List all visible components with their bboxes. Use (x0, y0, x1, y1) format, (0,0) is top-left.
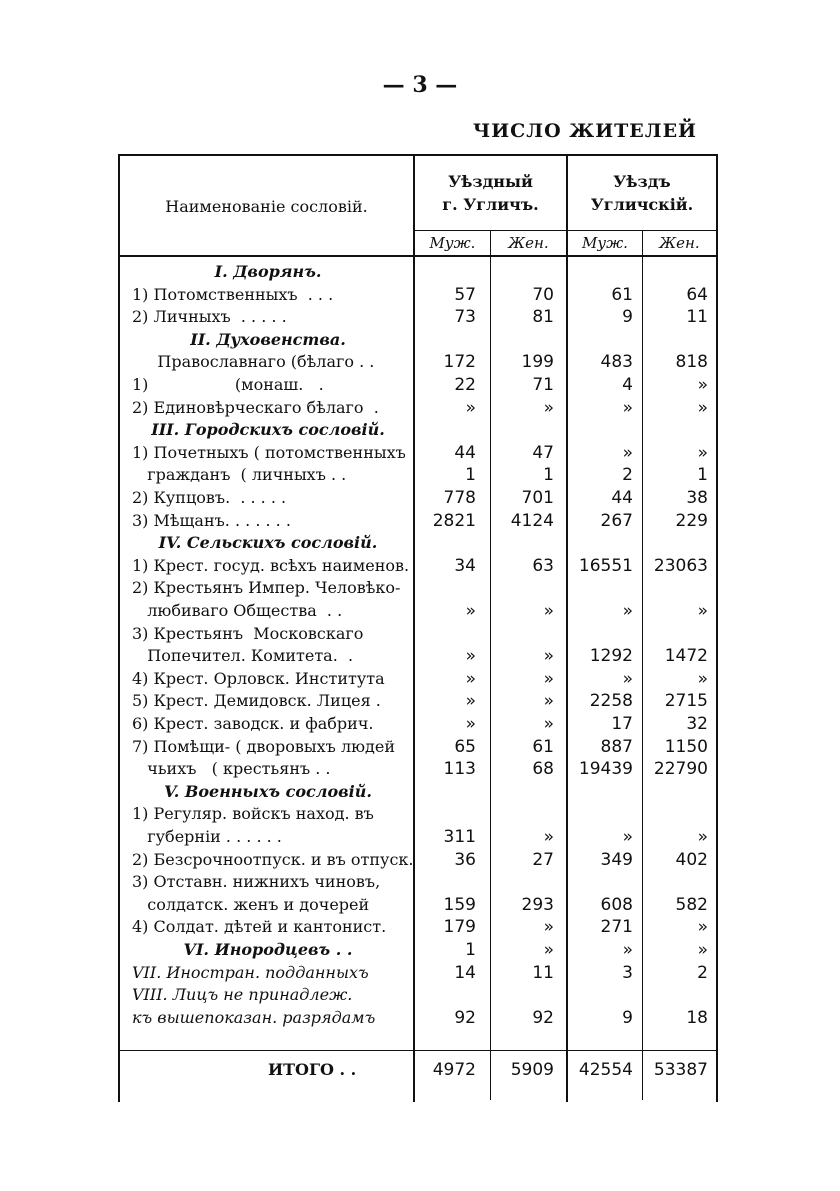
section-title: II. Духовенства. (190, 329, 346, 349)
cell-value: 63 (532, 555, 554, 576)
table-row (118, 443, 718, 466)
cell-value: » (543, 668, 554, 689)
cell-value: 1 (465, 940, 476, 960)
row-label: 1) (монаш. . (132, 375, 324, 394)
table-top-border (118, 154, 718, 156)
section-row (118, 782, 718, 805)
cell-value: » (697, 827, 708, 847)
cell-value: » (697, 375, 708, 395)
cell-value: 2 (622, 465, 633, 486)
row-label: солдатск. женъ и дочерей (132, 894, 370, 914)
cell-value: » (622, 827, 633, 847)
table-row (118, 714, 718, 737)
cell-value: 778 (443, 488, 476, 508)
table-row (118, 917, 718, 940)
cell-value: 179 (443, 917, 476, 938)
table-row (118, 691, 718, 714)
cell-value: » (697, 442, 708, 463)
total-value: 5909 (510, 1060, 554, 1080)
cell-value: 19439 (578, 759, 633, 780)
row-label: 6) Крест. заводск. и фабрич. (132, 714, 374, 733)
cell-value: 18 (686, 1007, 708, 1028)
cell-value: » (543, 691, 554, 712)
cell-value: 2 (697, 962, 708, 983)
total-value: 42554 (578, 1060, 633, 1080)
page-heading: ЧИСЛО ЖИТЕЛЕЙ (472, 120, 697, 142)
cell-value: » (543, 397, 554, 418)
table-row (118, 850, 718, 873)
cell-value: 159 (443, 894, 476, 915)
cell-value: 11 (686, 307, 708, 328)
table-row (118, 285, 718, 308)
cell-value: 9 (622, 1007, 633, 1028)
row-label: VII. Иностран. подданныхъ (132, 962, 369, 982)
row-label: гражданъ ( личныхъ . . (132, 465, 347, 485)
row-label: 3) Отставн. нижнихъ чиновъ, (132, 872, 381, 892)
cell-value: » (543, 917, 554, 938)
cell-value: 311 (443, 827, 476, 847)
row-label: 7) Помѣщи- ( дворовыхъ людей (132, 736, 396, 756)
row-label: 1) Почетныхъ ( потомственныхъ (132, 442, 406, 462)
cell-value: 1472 (664, 646, 708, 667)
cell-value: 71 (532, 375, 554, 395)
cell-value: » (697, 397, 708, 418)
cell-value: » (543, 646, 554, 667)
row-label: любиваго Общества . . (132, 601, 343, 620)
cell-value: 23063 (653, 555, 708, 576)
table-row (118, 759, 718, 782)
section-title: I. Дворянъ. (214, 262, 322, 281)
cell-value: » (543, 827, 554, 847)
cell-value: » (465, 646, 476, 667)
cell-value: » (465, 601, 476, 621)
row-label: 4) Крест. Орловск. Института (132, 668, 385, 688)
district-header-line1: Уѣздъ (613, 172, 671, 191)
table-row (118, 669, 718, 692)
cell-value: 68 (532, 759, 554, 780)
section-row (118, 533, 718, 556)
cell-value: 11 (532, 962, 554, 983)
cell-value: 887 (600, 736, 633, 757)
cell-value: 2258 (589, 691, 633, 712)
cell-value: 483 (600, 352, 633, 373)
cell-value: » (622, 601, 633, 621)
row-label: 2) Крестьянъ Импер. Человѣко- (132, 578, 401, 598)
cell-value: 2821 (432, 510, 476, 531)
row-label: къ вышепоказан. разрядамъ (132, 1007, 376, 1027)
table-row (118, 827, 718, 850)
row-label: 3) Мѣщанъ. . . . . . . (132, 510, 291, 530)
row-label: 1) Потомственныхъ . . . (132, 284, 334, 304)
cell-value: 92 (454, 1007, 476, 1028)
cell-value: 1 (697, 465, 708, 486)
cell-value: » (543, 601, 554, 621)
table-row (118, 375, 718, 398)
cell-value: 27 (532, 849, 554, 870)
row-label: VIII. Лицъ не принадлеж. (132, 985, 353, 1005)
table-row (118, 465, 718, 488)
cell-value: 38 (686, 488, 708, 508)
total-label: ИТОГО . . (268, 1060, 357, 1079)
cell-value: 3 (622, 962, 633, 983)
sub-header-female-town: Жен. (508, 234, 549, 252)
cell-value: 22790 (653, 759, 708, 780)
sub-header-male-town: Муж. (429, 234, 476, 252)
cell-value: » (622, 442, 633, 463)
cell-value: 582 (675, 894, 708, 915)
row-label: губерніи . . . . . . (132, 827, 282, 846)
cell-value: 4124 (510, 510, 554, 531)
cell-value: 229 (675, 510, 708, 531)
cell-value: 17 (611, 714, 633, 734)
town-header-line2: г. Угличъ. (442, 195, 539, 214)
total-value: 4972 (432, 1060, 476, 1080)
cell-value: » (697, 940, 708, 960)
table-row (118, 398, 718, 421)
cell-value: 65 (454, 736, 476, 757)
cell-value: 1150 (664, 736, 708, 757)
page-number: — 3 — (382, 72, 458, 98)
section-title: VI. Инородцевъ . . (183, 940, 353, 959)
section-row (118, 940, 718, 963)
row-label: Православнаго (бѣлаго . . (132, 352, 375, 372)
row-label: 3) Крестьянъ Московскаго (132, 623, 364, 643)
row-label: Попечител. Комитета. . (132, 646, 354, 666)
cell-value: 4 (622, 375, 633, 395)
cell-value: 199 (521, 352, 554, 373)
cell-value: 64 (686, 284, 708, 305)
table-row (118, 963, 718, 986)
table-row (118, 985, 718, 1008)
row-label: 2) Личныхъ . . . . . (132, 307, 287, 327)
table-row (118, 307, 718, 330)
row-label: 2) Безсрочноотпуск. и въ отпуск. (132, 849, 414, 869)
cell-value: 9 (622, 307, 633, 328)
cell-value: 172 (443, 352, 476, 373)
section-title: III. Городскихъ сословій. (151, 420, 385, 440)
table-row (118, 646, 718, 669)
sub-header-male-district: Муж. (582, 234, 628, 252)
total-row (118, 1060, 718, 1083)
cell-value: 818 (675, 352, 708, 373)
table-row (118, 352, 718, 375)
cell-value: » (465, 714, 476, 734)
cell-value: 2715 (664, 691, 708, 712)
cell-value: 16551 (578, 555, 633, 576)
cell-value: » (543, 940, 554, 960)
cell-value: 1 (543, 465, 554, 486)
cell-value: » (697, 601, 708, 621)
total-value: 53387 (653, 1060, 708, 1080)
header-bottom-border (118, 255, 718, 257)
row-label: 2) Купцовъ. . . . . . (132, 488, 287, 507)
table-row (118, 511, 718, 534)
cell-value: 81 (532, 307, 554, 328)
cell-value: » (543, 714, 554, 734)
cell-value: » (697, 668, 708, 689)
section-row (118, 330, 718, 353)
cell-value: 47 (532, 442, 554, 463)
table-row (118, 872, 718, 895)
cell-value: 44 (454, 442, 476, 463)
cell-value: 1292 (589, 646, 633, 667)
cell-value: 61 (611, 284, 633, 305)
cell-value: 14 (454, 962, 476, 983)
cell-value: » (465, 668, 476, 689)
cell-value: » (465, 397, 476, 418)
table-row (118, 488, 718, 511)
table-row (118, 737, 718, 760)
row-label: 5) Крест. Демидовск. Лицея . (132, 691, 381, 711)
row-label: чьихъ ( крестьянъ . . (132, 759, 331, 779)
cell-value: » (697, 917, 708, 938)
cell-value: 271 (600, 917, 633, 938)
cell-value: 402 (675, 849, 708, 870)
table-row (118, 1008, 718, 1031)
cell-value: 701 (521, 488, 554, 508)
table-row (118, 804, 718, 827)
district-header-line2: Угличскій. (590, 195, 694, 214)
cell-value: 70 (532, 284, 554, 305)
table-row (118, 624, 718, 647)
section-row (118, 420, 718, 443)
table-row (118, 556, 718, 579)
cell-value: 22 (454, 375, 476, 395)
total-divider (118, 1050, 718, 1051)
cell-value: 1 (465, 465, 476, 486)
cell-value: » (622, 397, 633, 418)
cell-value: » (465, 691, 476, 712)
table-row (118, 601, 718, 624)
table-row (118, 895, 718, 918)
row-label: 2) Единовѣрческаго бѣлаго . (132, 397, 379, 417)
row-label: 1) Регуляр. войскъ наход. въ (132, 804, 374, 824)
table-row (118, 578, 718, 601)
estate-column-header: Наименованіе сословій. (165, 197, 368, 216)
cell-value: 44 (611, 488, 633, 508)
cell-value: » (622, 668, 633, 689)
cell-value: 57 (454, 284, 476, 305)
section-title: V. Военныхъ сословій. (164, 781, 372, 801)
cell-value: 61 (532, 736, 554, 757)
cell-value: 34 (454, 555, 476, 576)
cell-value: 267 (600, 510, 633, 531)
row-label: 1) Крест. госуд. всѣхъ наименов. (132, 555, 410, 575)
cell-value: 32 (686, 714, 708, 734)
cell-value: 608 (600, 894, 633, 915)
section-title: IV. Сельскихъ сословій. (158, 533, 378, 553)
cell-value: 36 (454, 849, 476, 870)
cell-value: 113 (443, 759, 476, 780)
row-label: 4) Солдат. дѣтей и кантонист. (132, 917, 387, 937)
cell-value: » (622, 940, 633, 960)
town-header-line1: Уѣздный (448, 172, 533, 191)
cell-value: 73 (454, 307, 476, 328)
section-row (118, 262, 718, 285)
sub-header-female-district: Жен. (659, 234, 700, 252)
cell-value: 349 (600, 849, 633, 870)
cell-value: 293 (521, 894, 554, 915)
cell-value: 92 (532, 1007, 554, 1028)
